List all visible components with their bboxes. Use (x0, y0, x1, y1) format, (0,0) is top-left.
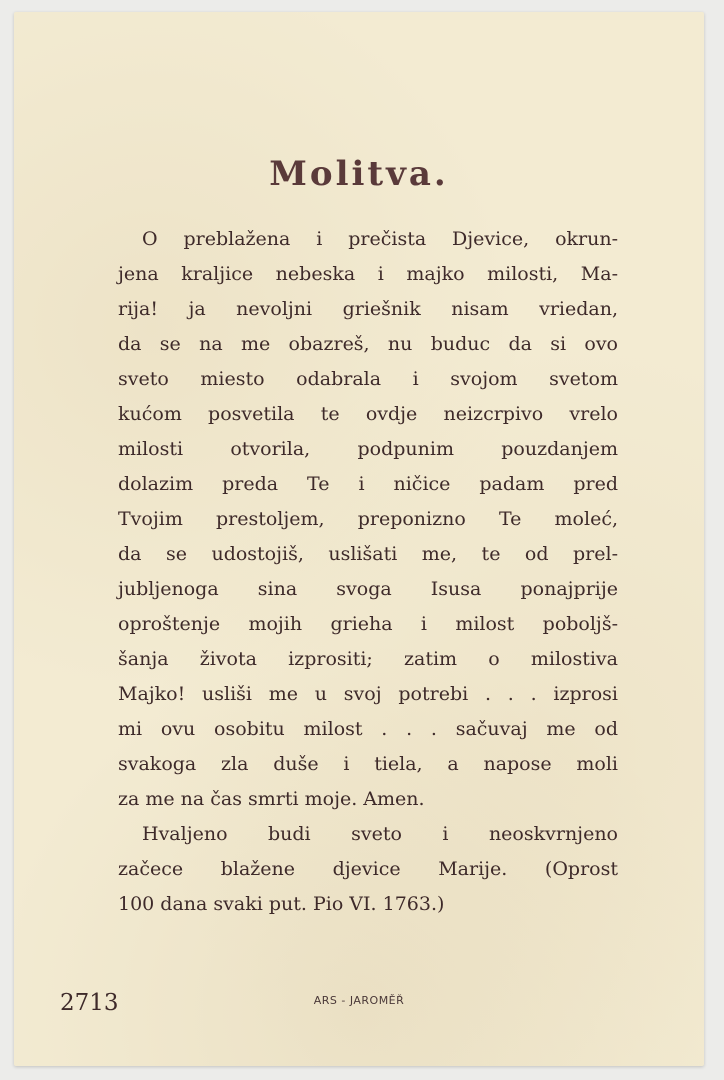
text-line: Tvojim prestoljem, preponizno Te moleć, (118, 508, 618, 530)
text-line: 100 dana svaki put. Pio VI. 1763.) (118, 893, 445, 915)
publisher-imprint: ARS - JAROMĚŘ (313, 994, 405, 1007)
text-line: šanja života izprositi; zatim o milostiva (118, 648, 618, 670)
text-line: jena kraljice nebeska i majko milosti, Ma- (118, 263, 618, 285)
prayer-text (118, 222, 618, 922)
card-title: Molitva. (269, 154, 449, 194)
text-line: milosti otvorila, podpunim pouzdanjem (118, 438, 618, 460)
text-line: Hvaljeno budi sveto i neoskvrnjeno (142, 823, 618, 845)
text-line: jubljenoga sina svoga Isusa ponajprije (118, 578, 618, 600)
text-line: rija! ja nevoljni griešnik nisam vriedan, (118, 298, 618, 320)
text-line: da se udostojiš, uslišati me, te od prel- (118, 543, 618, 565)
catalog-number: 2713 (60, 990, 119, 1016)
text-line: sveto miesto odabrala i svojom svetom (118, 368, 618, 390)
text-line: svakoga zla duše i tiela, a napose moli (118, 753, 618, 775)
text-line: O preblažena i prečista Djevice, okrun- (142, 228, 618, 250)
text-line: mi ovu osobitu milost . . . sačuvaj me od (118, 718, 618, 740)
prayer-card (14, 12, 704, 1066)
text-line: kućom posvetila te ovdje neizcrpivo vrelo (118, 403, 618, 425)
text-line: za me na čas smrti moje. Amen. (118, 788, 425, 810)
text-line: Majko! usliši me u svoj potrebi . . . izprosi (118, 683, 618, 705)
text-line: oproštenje mojih grieha i milost poboljš- (118, 613, 618, 635)
text-line: začece blažene djevice Marije. (Oprost (118, 858, 618, 880)
text-line: da se na me obazreš, nu buduc da si ovo (118, 333, 618, 355)
text-line: dolazim preda Te i ničice padam pred (118, 473, 618, 495)
